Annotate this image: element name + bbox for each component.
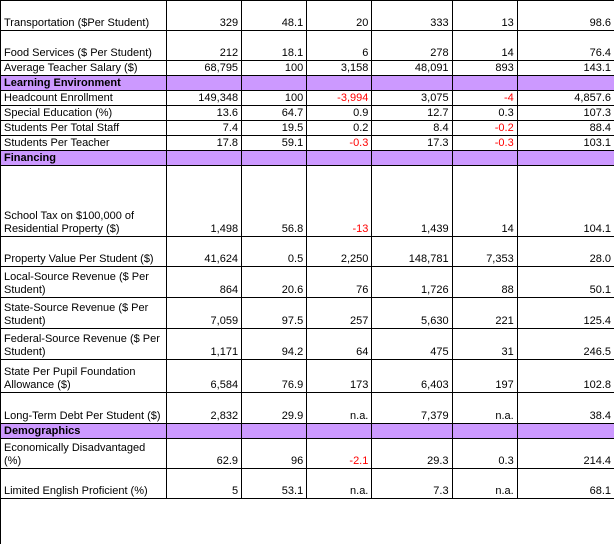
- data-cell: n.a.: [307, 393, 372, 424]
- section-header-filler-cell: [372, 76, 452, 91]
- data-cell: 214.4: [517, 439, 614, 469]
- row-label: School Tax on $100,000 of Residential Property ($): [1, 166, 166, 237]
- data-cell: -3,994: [307, 91, 372, 106]
- section-header-filler-cell: [307, 424, 372, 439]
- data-cell: 221: [452, 298, 517, 329]
- table-row: [1, 237, 614, 267]
- data-cell: -0.2: [452, 121, 517, 136]
- table-section-header-row: [1, 424, 614, 439]
- data-cell: 1,439: [372, 166, 452, 237]
- data-cell: 173: [307, 360, 372, 393]
- data-cell: 3,158: [307, 61, 372, 76]
- data-cell: 31: [452, 329, 517, 360]
- data-cell: 68,795: [166, 61, 241, 76]
- data-cell: 3,075: [372, 91, 452, 106]
- data-cell: 104.1: [517, 166, 614, 237]
- data-cell: 28.0: [517, 237, 614, 267]
- data-cell: 103.1: [517, 136, 614, 151]
- data-cell: 13.6: [166, 106, 241, 121]
- data-cell: 893: [452, 61, 517, 76]
- data-cell: 6,403: [372, 360, 452, 393]
- section-header-filler-cell: [166, 76, 241, 91]
- data-cell: 1,171: [166, 329, 241, 360]
- section-header-label: Financing: [1, 151, 166, 166]
- data-cell: 246.5: [517, 329, 614, 360]
- data-cell: 53.1: [242, 469, 307, 499]
- section-header-label: Learning Environment: [1, 76, 166, 91]
- data-cell: 17.8: [166, 136, 241, 151]
- data-cell: 7,379: [372, 393, 452, 424]
- section-header-filler-cell: [452, 76, 517, 91]
- row-label: State Per Pupil Foundation Allowance ($): [1, 360, 166, 393]
- data-cell: 64.7: [242, 106, 307, 121]
- data-cell: 14: [452, 166, 517, 237]
- data-cell: 1,498: [166, 166, 241, 237]
- section-header-filler-cell: [166, 151, 241, 166]
- data-table: [1, 1, 614, 499]
- row-label: Students Per Total Staff: [1, 121, 166, 136]
- data-cell: n.a.: [452, 469, 517, 499]
- data-cell: 100: [242, 91, 307, 106]
- row-label: State-Source Revenue ($ Per Student): [1, 298, 166, 329]
- data-cell: 1,726: [372, 267, 452, 298]
- table-row: [1, 106, 614, 121]
- data-cell: 7,353: [452, 237, 517, 267]
- table-row: [1, 360, 614, 393]
- data-cell: 19.5: [242, 121, 307, 136]
- data-cell: 6,584: [166, 360, 241, 393]
- data-cell: n.a.: [452, 393, 517, 424]
- data-cell: 88: [452, 267, 517, 298]
- row-label: Average Teacher Salary ($): [1, 61, 166, 76]
- table-row: [1, 298, 614, 329]
- data-cell: 76.9: [242, 360, 307, 393]
- row-label: Students Per Teacher: [1, 136, 166, 151]
- section-header-filler-cell: [307, 151, 372, 166]
- data-cell: 29.9: [242, 393, 307, 424]
- data-cell: -4: [452, 91, 517, 106]
- table-section-header-row: [1, 76, 614, 91]
- data-cell: 5,630: [372, 298, 452, 329]
- data-cell: 59.1: [242, 136, 307, 151]
- data-cell: 97.5: [242, 298, 307, 329]
- data-cell: 18.1: [242, 31, 307, 61]
- data-cell: 333: [372, 1, 452, 31]
- data-cell: -0.3: [307, 136, 372, 151]
- data-cell: 13: [452, 1, 517, 31]
- data-cell: 125.4: [517, 298, 614, 329]
- data-cell: 76: [307, 267, 372, 298]
- row-label: Food Services ($ Per Student): [1, 31, 166, 61]
- table-row: [1, 267, 614, 298]
- data-cell: 14: [452, 31, 517, 61]
- data-cell: 2,832: [166, 393, 241, 424]
- data-cell: 0.2: [307, 121, 372, 136]
- row-label: Federal-Source Revenue ($ Per Student): [1, 329, 166, 360]
- table-row: [1, 61, 614, 76]
- section-header-filler-cell: [517, 76, 614, 91]
- data-cell: 8.4: [372, 121, 452, 136]
- data-cell: -13: [307, 166, 372, 237]
- data-cell: 0.3: [452, 106, 517, 121]
- data-cell: 7.4: [166, 121, 241, 136]
- data-cell: 102.8: [517, 360, 614, 393]
- section-header-filler-cell: [452, 151, 517, 166]
- table-row: [1, 166, 614, 237]
- data-cell: 96: [242, 439, 307, 469]
- table-section-header-row: [1, 151, 614, 166]
- table-row: [1, 121, 614, 136]
- table-row: [1, 439, 614, 469]
- data-cell: 329: [166, 1, 241, 31]
- row-label: Transportation ($Per Student): [1, 1, 166, 31]
- table-row: [1, 136, 614, 151]
- data-cell: 88.4: [517, 121, 614, 136]
- section-header-filler-cell: [452, 424, 517, 439]
- data-cell: n.a.: [307, 469, 372, 499]
- section-header-filler-cell: [372, 151, 452, 166]
- data-cell: 257: [307, 298, 372, 329]
- data-cell: 64: [307, 329, 372, 360]
- section-header-filler-cell: [166, 424, 241, 439]
- data-cell: 48,091: [372, 61, 452, 76]
- data-cell: 62.9: [166, 439, 241, 469]
- data-cell: 48.1: [242, 1, 307, 31]
- data-cell: 41,624: [166, 237, 241, 267]
- data-cell: 50.1: [517, 267, 614, 298]
- row-label: Local-Source Revenue ($ Per Student): [1, 267, 166, 298]
- data-cell: 0.9: [307, 106, 372, 121]
- data-cell: 7,059: [166, 298, 241, 329]
- data-cell: 6: [307, 31, 372, 61]
- row-label: Property Value Per Student ($): [1, 237, 166, 267]
- table-row: [1, 393, 614, 424]
- data-cell: 197: [452, 360, 517, 393]
- data-cell: 149,348: [166, 91, 241, 106]
- data-cell: 100: [242, 61, 307, 76]
- section-header-filler-cell: [372, 424, 452, 439]
- table-row: [1, 1, 614, 31]
- data-cell: 20.6: [242, 267, 307, 298]
- data-cell: 475: [372, 329, 452, 360]
- data-cell: 4,857.6: [517, 91, 614, 106]
- data-cell: 107.3: [517, 106, 614, 121]
- data-cell: 0.5: [242, 237, 307, 267]
- data-cell: 29.3: [372, 439, 452, 469]
- data-cell: 94.2: [242, 329, 307, 360]
- section-header-filler-cell: [242, 76, 307, 91]
- data-cell: 7.3: [372, 469, 452, 499]
- row-label: Economically Disadvantaged (%): [1, 439, 166, 469]
- data-cell: 98.6: [517, 1, 614, 31]
- data-cell: 148,781: [372, 237, 452, 267]
- data-cell: 143.1: [517, 61, 614, 76]
- data-cell: 76.4: [517, 31, 614, 61]
- section-header-filler-cell: [517, 151, 614, 166]
- row-label: Limited English Proficient (%): [1, 469, 166, 499]
- section-header-filler-cell: [242, 151, 307, 166]
- section-header-filler-cell: [242, 424, 307, 439]
- data-cell: 56.8: [242, 166, 307, 237]
- data-cell: 12.7: [372, 106, 452, 121]
- data-cell: -2.1: [307, 439, 372, 469]
- data-cell: 2,250: [307, 237, 372, 267]
- data-cell: 212: [166, 31, 241, 61]
- table-row: [1, 91, 614, 106]
- section-header-label: Demographics: [1, 424, 166, 439]
- table-row: [1, 31, 614, 61]
- row-label: Headcount Enrollment: [1, 91, 166, 106]
- row-label: Long-Term Debt Per Student ($): [1, 393, 166, 424]
- data-cell: -0.3: [452, 136, 517, 151]
- table-row: [1, 469, 614, 499]
- data-cell: 20: [307, 1, 372, 31]
- section-header-filler-cell: [307, 76, 372, 91]
- data-cell: 38.4: [517, 393, 614, 424]
- data-cell: 278: [372, 31, 452, 61]
- data-cell: 68.1: [517, 469, 614, 499]
- row-label: Special Education (%): [1, 106, 166, 121]
- data-cell: 0.3: [452, 439, 517, 469]
- data-cell: 17.3: [372, 136, 452, 151]
- table-row: [1, 329, 614, 360]
- data-cell: 864: [166, 267, 241, 298]
- section-header-filler-cell: [517, 424, 614, 439]
- table-body: [1, 1, 614, 499]
- data-cell: 5: [166, 469, 241, 499]
